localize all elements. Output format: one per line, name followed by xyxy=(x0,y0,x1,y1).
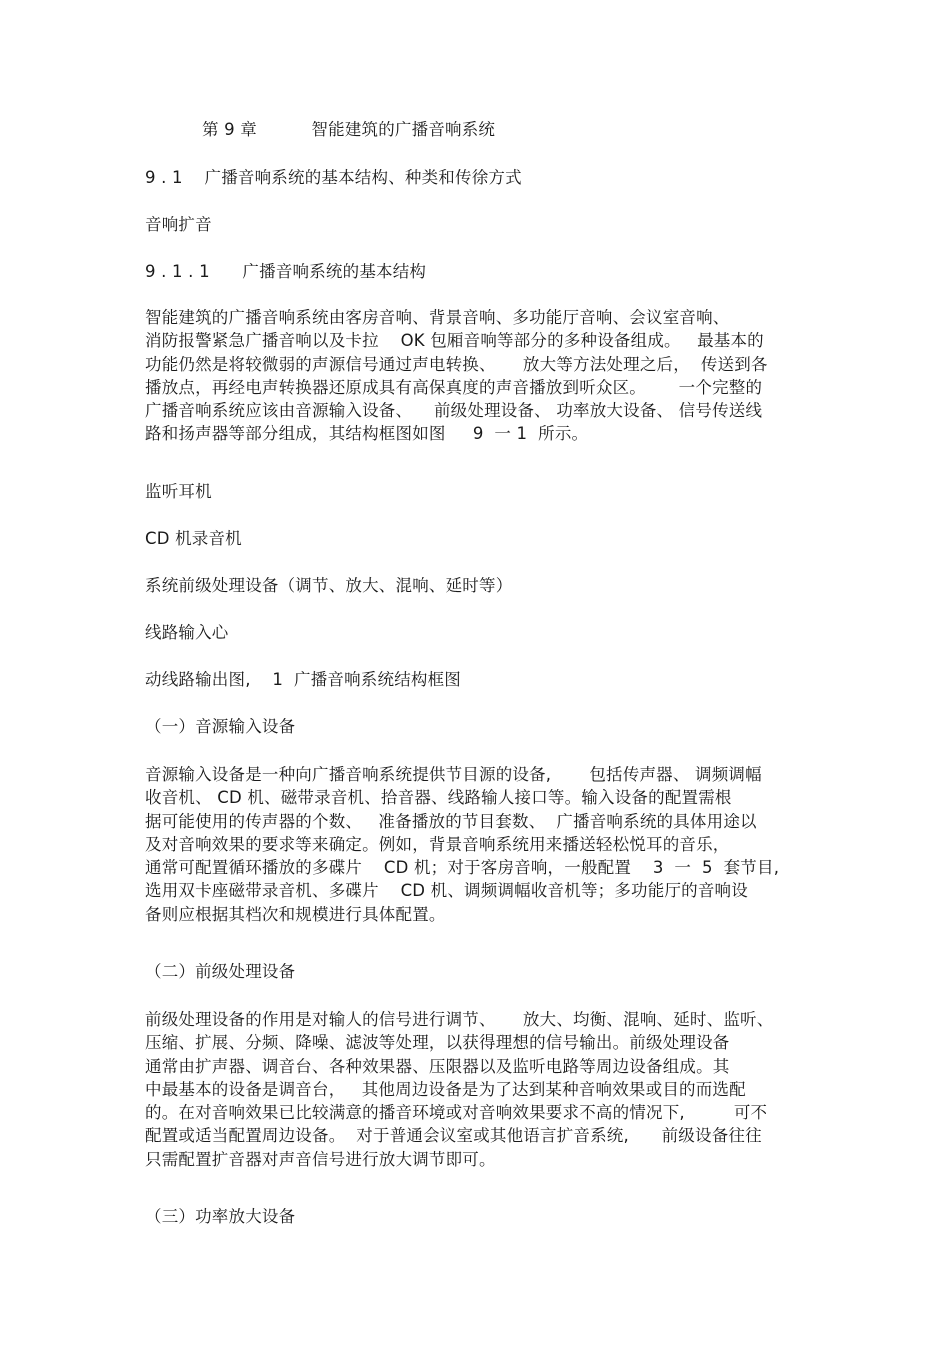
label-audio-amp: 音响扩音 xyxy=(145,215,212,234)
intro-line: 播放点，再经电声转换器还原成具有高保真度的声音播放到听众区。 一个完整的 xyxy=(145,377,763,397)
label-preprocess: 系统前级处理设备（调节、放大、混响、延时等） xyxy=(145,576,513,595)
source-paragraph xyxy=(145,763,815,926)
label-cd-recorder: CD 机录音机 xyxy=(145,529,242,548)
preproc-paragraph xyxy=(145,1008,815,1171)
section-9-1-heading: 9 . 1 广播音响系统的基本结构、种类和传徐方式 xyxy=(145,168,522,187)
heading-preprocess: （二）前级处理设备 xyxy=(145,962,296,981)
label-line-input: 线路输入心 xyxy=(145,623,229,642)
preproc-line: 中最基本的设备是调音台， 其他周边设备是为了达到某种音响效果或目的而选配 xyxy=(145,1079,746,1099)
source-line: 音源输入设备是一种向广播音响系统提供节目源的设备, 包括传声器、 调频调幅 xyxy=(145,765,762,784)
preproc-line: 前级处理设备的作用是对输人的信号进行调节、 放大、均衡、混响、延时、监听、 xyxy=(145,1010,774,1029)
intro-line: 广播音响系统应该由音源输入设备、 前级处理设备、 功率放大设备、 信号传送线 xyxy=(145,401,763,421)
preproc-line: 只需配置扩音器对声音信号进行放大调节即可。 xyxy=(145,1149,496,1169)
preproc-line: 通常由扩声器、调音台、各种效果器、压限器以及监听电路等周边设备组成。其 xyxy=(145,1056,730,1076)
source-line: 收音机、 CD 机、磁带录音机、拾音器、线路输人接口等。输入设备的配置需根 xyxy=(145,788,732,808)
source-line: 通常可配置循环播放的多碟片 CD 机；对于客房音响，一般配置 3 一 5 套节目, xyxy=(145,858,780,878)
chapter-title: 第 9 章 智能建筑的广播音响系统 xyxy=(202,120,496,139)
intro-line: 消防报警紧急广播音响以及卡拉 OK 包厢音响等部分的多种设备组成。 最基本的 xyxy=(145,331,764,351)
section-9-1-1-heading: 9 . 1 . 1 广播音响系统的基本结构 xyxy=(145,262,427,281)
intro-line: 智能建筑的广播音响系统由客房音响、背景音响、多功能厅音响、会议室音响、 xyxy=(145,308,730,327)
source-line: 据可能使用的传声器的个数、 准备播放的节目套数、 广播音响系统的具体用途以 xyxy=(145,811,757,831)
source-line: 及对音响效果的要求等来确定。例如，背景音响系统用来播送轻松悦耳的音乐， xyxy=(145,834,730,854)
source-line: 备则应根据其档次和规模进行具体配置。 xyxy=(145,904,446,924)
heading-power-amp: （三）功率放大设备 xyxy=(145,1207,296,1226)
figure-caption: 动线路输出图, 1 广播音响系统结构框图 xyxy=(145,670,462,689)
preproc-line: 的。在对音响效果已比较满意的播音环境或对音响效果要求不高的情况下, 可不 xyxy=(145,1103,768,1123)
source-line: 选用双卡座磁带录音机、多碟片 CD 机、调频调幅收音机等；多功能厅的音响设 xyxy=(145,881,748,901)
intro-line: 功能仍然是将较微弱的声源信号通过声电转换、 放大等方法处理之后， 传送到各 xyxy=(145,354,768,374)
intro-paragraph xyxy=(145,306,815,446)
label-headphones: 监听耳机 xyxy=(145,482,212,501)
preproc-line: 压缩、扩展、分频、降噪、滤波等处理，以获得理想的信号输出。前级处理设备 xyxy=(145,1033,730,1053)
preproc-line: 配置或适当配置周边设备。 对于普通会议室或其他语言扩音系统, 前级设备往往 xyxy=(145,1126,762,1146)
intro-line: 路和扬声器等部分组成，其结构框图如图 9 一 1 所示。 xyxy=(145,424,589,444)
heading-source-input: （一）音源输入设备 xyxy=(145,717,296,736)
